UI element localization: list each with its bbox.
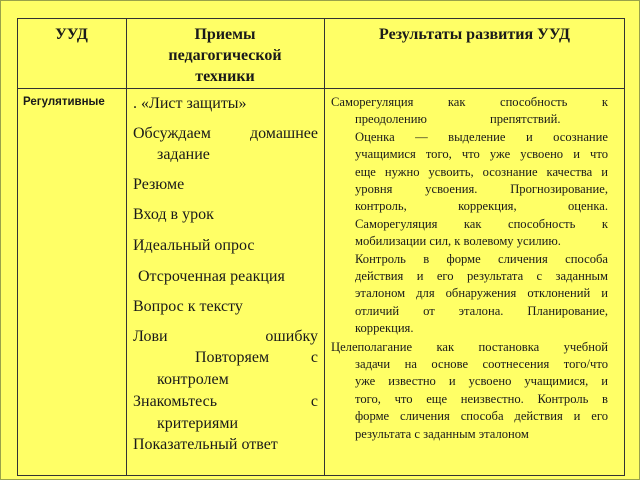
category-regulative: Регулятивные <box>23 96 105 108</box>
result-line: уже известно и усвоено учащимися, и <box>355 374 608 389</box>
technique-item: Вопрос к тексту <box>133 298 243 315</box>
result-line: преодолению препятствий. <box>355 112 561 127</box>
result-line: результата с заданным эталоном <box>355 426 529 441</box>
header-techniques: Приемы педагогической техники <box>168 26 282 85</box>
result-line: Саморегуляция как способность к <box>331 95 608 109</box>
result-line: контроль, коррекция, оценка. <box>355 199 608 214</box>
technique-item: Резюме <box>133 176 185 193</box>
technique-item: задание <box>157 146 210 163</box>
result-line: Саморегуляция как способность к <box>355 216 608 231</box>
column-divider <box>324 18 325 475</box>
result-line: форме сличения способа действия и его <box>355 409 608 424</box>
result-line: коррекция. <box>355 321 414 336</box>
header-udd: УУД <box>55 26 88 43</box>
technique-item: Лови ошибку <box>133 328 318 345</box>
technique-item: Знакомьтесь с <box>133 393 318 410</box>
result-line: задачи на основе соотнесения того/что <box>355 357 608 371</box>
result-line: Целеполагание как постановка учебной <box>331 339 608 354</box>
technique-item: . «Лист защиты» <box>133 95 247 112</box>
technique-item: контролем <box>157 371 229 388</box>
result-line: действия и его результата с заданным <box>355 269 608 283</box>
result-line: еще нужно усвоить, осознание качества и <box>355 164 608 179</box>
result-line: отличий от эталона. Планирование, <box>355 303 608 318</box>
result-line: эталоном для обнаружения отклонений и <box>355 286 608 301</box>
technique-item: критериями <box>157 415 239 432</box>
result-line: уровня усвоения. Прогнозирование, <box>355 182 608 196</box>
technique-item: Показательный ответ <box>133 436 278 453</box>
technique-item: Отсроченная реакция <box>138 268 285 285</box>
technique-item: Обсуждаем домашнее <box>133 125 318 142</box>
technique-item: Повторяем с <box>195 349 318 366</box>
result-line: Контроль в форме сличения способа <box>355 251 608 266</box>
column-divider <box>126 18 127 475</box>
result-line: того, что еще неизвестно. Контроль в <box>355 391 608 406</box>
result-line: учащимися того, что уже усвоено и что <box>355 147 608 162</box>
technique-item: Идеальный опрос <box>133 237 255 254</box>
header-divider <box>17 88 624 89</box>
technique-item: Вход в урок <box>133 206 214 223</box>
result-line: мобилизации сил, к волевому усилию. <box>355 234 561 249</box>
header-results: Результаты развития УУД <box>379 26 570 43</box>
result-line: Оценка — выделение и осознание <box>355 129 608 144</box>
